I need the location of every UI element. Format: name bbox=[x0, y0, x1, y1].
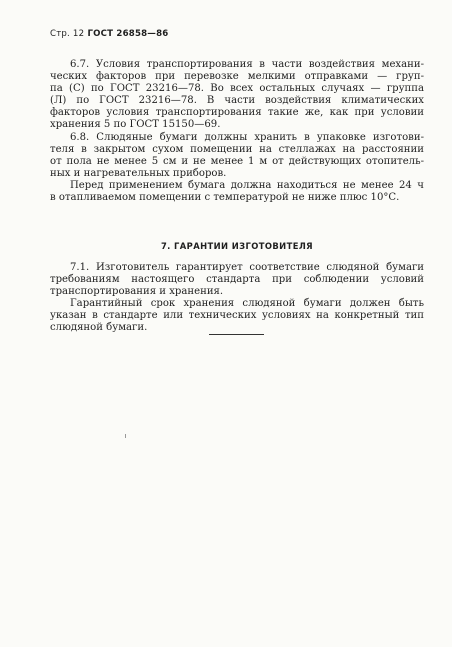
text-line: транспортирования и хранения. bbox=[50, 286, 224, 298]
section-7-body bbox=[50, 262, 424, 335]
text-line: требованиям настоящего стандарта при соблюдении условий bbox=[50, 274, 424, 286]
text-line: (Л) по ГОСТ 23216—78. В части воздействия климатических bbox=[50, 95, 424, 107]
text-line: па (С) по ГОСТ 23216—78. Во всех остальных случаях — группа bbox=[50, 83, 424, 95]
text-line: слюдяной бумаги. bbox=[50, 322, 148, 334]
page-number: Стр. 12 bbox=[50, 29, 85, 39]
text-line: факторов условия транспортирования такие же, как при условии bbox=[50, 107, 424, 119]
section-6-body bbox=[50, 59, 424, 204]
text-line: хранения 5 по ГОСТ 15150—69. bbox=[50, 119, 221, 131]
standard-designation: ГОСТ 26858—86 bbox=[87, 29, 169, 39]
text-line: Перед применением бумага должна находиться не менее 24 ч bbox=[70, 179, 424, 191]
text-line: 7.1. Изготовитель гарантирует соответствие слюдяной бумаги bbox=[70, 262, 424, 273]
text-line: Гарантийный срок хранения слюдяной бумаги должен быть bbox=[70, 298, 424, 310]
text-line: указан в стандарте или технических условиях на конкретный тип bbox=[50, 310, 424, 322]
text-line: 6.7. Условия транспортирования в части воздействия механи- bbox=[70, 59, 424, 70]
section-7-title: 7. ГАРАНТИИ ИЗГОТОВИТЕЛЯ bbox=[160, 241, 314, 251]
page-header bbox=[50, 29, 168, 39]
text-line: 6.8. Слюдяные бумаги должны хранить в упаковке изготови- bbox=[70, 131, 424, 143]
scan-speck bbox=[125, 434, 126, 438]
text-line: в отапливаемом помещении с температурой не ниже плюс 10°С. bbox=[50, 192, 400, 204]
text-line: ческих факторов при перевозке мелкими отправками — груп- bbox=[50, 71, 424, 83]
text-line: от пола не менее 5 см и не менее 1 м от действующих отопитель- bbox=[50, 155, 424, 167]
text-line: ных и нагревательных приборов. bbox=[50, 167, 227, 179]
end-divider bbox=[209, 334, 264, 335]
text-line: теля в закрытом сухом помещении на стеллажах на расстоянии bbox=[50, 143, 424, 155]
